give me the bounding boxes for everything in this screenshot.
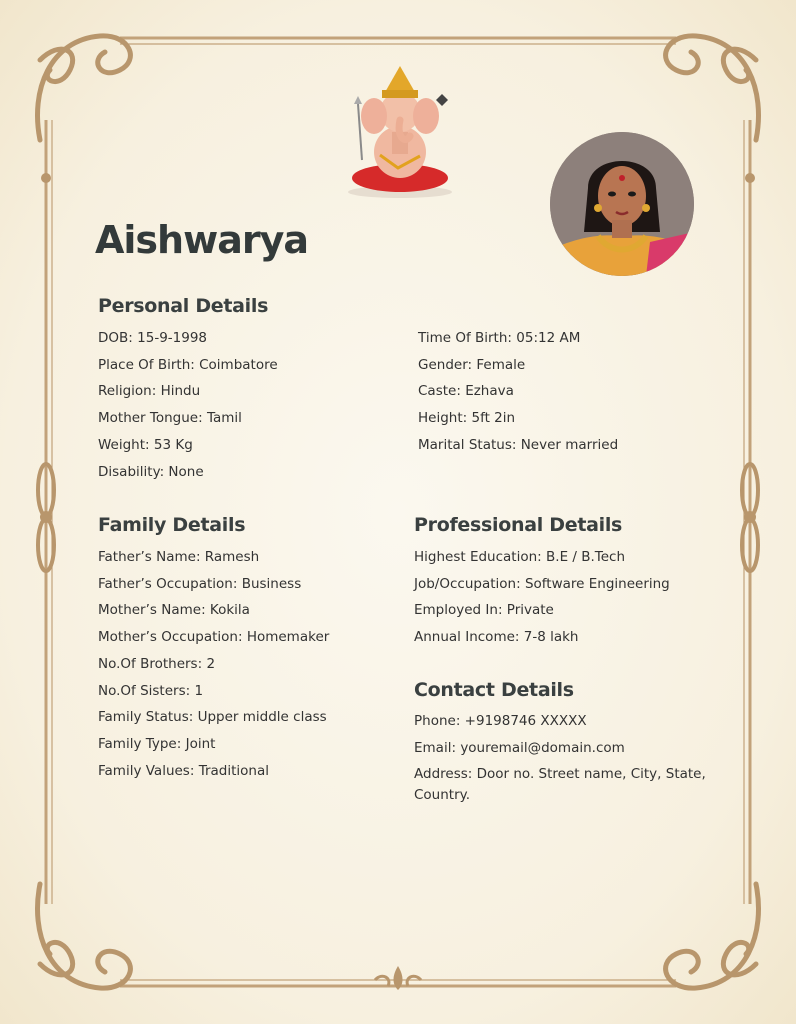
list-item: Place Of Birth : Coimbatore [98, 352, 278, 379]
personal-details-right-list [418, 325, 618, 459]
list-item: DOB : 15-9-1998 [98, 325, 278, 352]
list-item: No.Of Sisters : 1 [98, 678, 329, 705]
professional-details-list [414, 544, 670, 651]
list-item: Highest Education: B.E / B.Tech [414, 549, 626, 565]
list-item: Marital Status : Never married [418, 432, 618, 459]
list-item: Father’s Occupation : Business [98, 571, 329, 598]
list-item: Father’s Name : Ramesh [98, 544, 329, 571]
list-item: Employed In : Private [414, 597, 670, 624]
contact-details-heading: Contact Details [414, 679, 574, 701]
list-item: Mother Tongue : Tamil [98, 405, 278, 432]
list-item: Disability : None [98, 459, 278, 486]
family-details-list [98, 544, 329, 784]
profile-photo [550, 132, 694, 276]
list-item: Annual Income : 7-8 lakh [414, 624, 670, 651]
list-item: Height : 5ft 2in [418, 405, 618, 432]
list-item: Caste : Ezhava [418, 378, 618, 405]
list-item: Family Values : Traditional [98, 758, 329, 785]
list-item: Mother’s Occupation : Homemaker [98, 624, 329, 651]
list-item: Gender : Female [418, 352, 618, 379]
list-item: Email : youremail@domain.com [414, 735, 714, 762]
contact-details-list [414, 708, 714, 806]
list-item: Phone : +9198746 XXXXX [414, 708, 714, 735]
family-details-heading: Family Details [98, 514, 246, 536]
professional-details-heading: Professional Details [414, 514, 623, 536]
ganesha-illustration [340, 60, 460, 200]
list-item: Mother’s Name : Kokila [98, 597, 329, 624]
list-item: No.Of Brothers : 2 [98, 651, 329, 678]
list-item: Family Type : Joint [98, 731, 329, 758]
personal-details-heading: Personal Details [98, 295, 269, 317]
candidate-name: Aishwarya [95, 218, 309, 262]
list-item: Family Status : Upper middle class [98, 704, 329, 731]
personal-details-left-list [98, 325, 278, 485]
bride-portrait [550, 132, 694, 276]
list-item: Weight : 53 Kg [98, 432, 278, 459]
list-item: Time Of Birth : 05:12 AM [418, 325, 618, 352]
list-item: Religion : Hindu [98, 378, 278, 405]
list-item: Address : Door no. Street name, City, State, Country. [414, 761, 714, 806]
list-item: Job/Occupation : Software Engineering [414, 571, 670, 598]
